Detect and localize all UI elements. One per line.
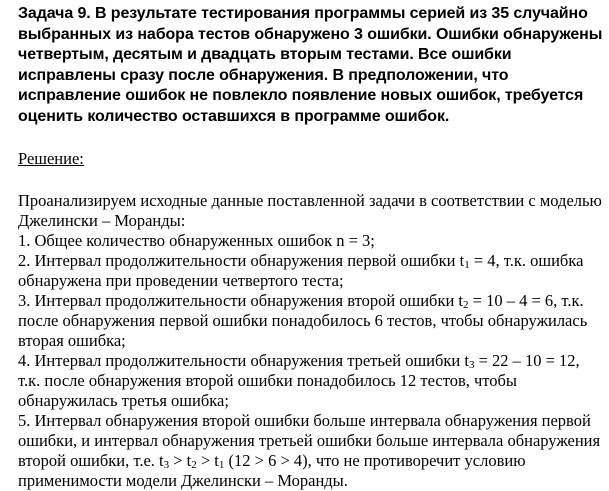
item-2-text-a: 2. Интервал продолжительности обнаружения первой ошибки t: [18, 251, 465, 270]
item-3-text-a: 3. Интервал продолжительности обнаружения второй ошибки t: [18, 291, 464, 310]
solution-item-4: [18, 351, 603, 411]
item-3-subscript: 2: [463, 299, 469, 311]
item-5-text-m1: > t: [169, 451, 192, 470]
solution-item-2: [18, 251, 603, 291]
solution-heading: Решение:: [18, 149, 84, 168]
task-label: Задача 9.: [18, 5, 91, 22]
item-3-text-b: = 10 – 4 = 6, т.к. после обнаружения первой ошибки понадобилось 6 тестов, чтобы обнаружилась вторая ошибка;: [18, 291, 588, 350]
item-5-subscript-3: 1: [218, 459, 225, 471]
task-text: В результате тестирования программы серией из 35 случайно выбранных из набора тестов обнаружено 3 ошибки. Ошибки обнаружены четвертым, десятым и двадцать вторым тестами. Все ошибки исправлены сразу после обнаружения. В предположении, что исправление ошибок не повлекло появление новых ошибок, требуется оценить количество оставшихся в программе ошибок.: [18, 5, 603, 125]
solution-item-5: [18, 411, 603, 491]
item-5-text-a: 5. Интервал обнаружения второй ошибки больше интервала обнаружения первой ошибки, и интервал обнаружения третьей ошибки больше интервала обнаружения второй ошибки, т.е. t: [18, 411, 601, 470]
item-4-text-b: = 22 – 10 = 12, т.к. после обнаружения второй ошибки понадобилось 12 тестов, чтобы обнаружилась третья ошибка;: [18, 351, 580, 410]
solution-intro: Проанализируем исходные данные поставленной задачи в соответствии с моделью Джелински – Моранды:: [18, 191, 602, 230]
item-4-subscript: 3: [468, 359, 475, 371]
item-2-subscript: 1: [464, 259, 470, 271]
item-4-text-a: 4. Интервал продолжительности обнаружения третьей ошибки t: [18, 351, 469, 370]
task-statement: [18, 4, 603, 127]
solution-item-1: [18, 231, 603, 251]
item-5-text-b: (12 > 6 > 4), что не противоречит условию применимости модели Джелински – Моранды.: [18, 451, 526, 490]
item-5-text-m2: > t: [196, 451, 219, 470]
item-5-subscript-1: 3: [163, 459, 170, 471]
item-1-text: 1. Общее количество обнаруженных ошибок n = 3;: [18, 231, 375, 250]
solution-item-3: [18, 291, 603, 351]
item-2-text-b: = 4, т.к. ошибка обнаружена при проведении четвертого теста;: [18, 251, 584, 290]
item-5-subscript-2: 2: [191, 459, 197, 471]
